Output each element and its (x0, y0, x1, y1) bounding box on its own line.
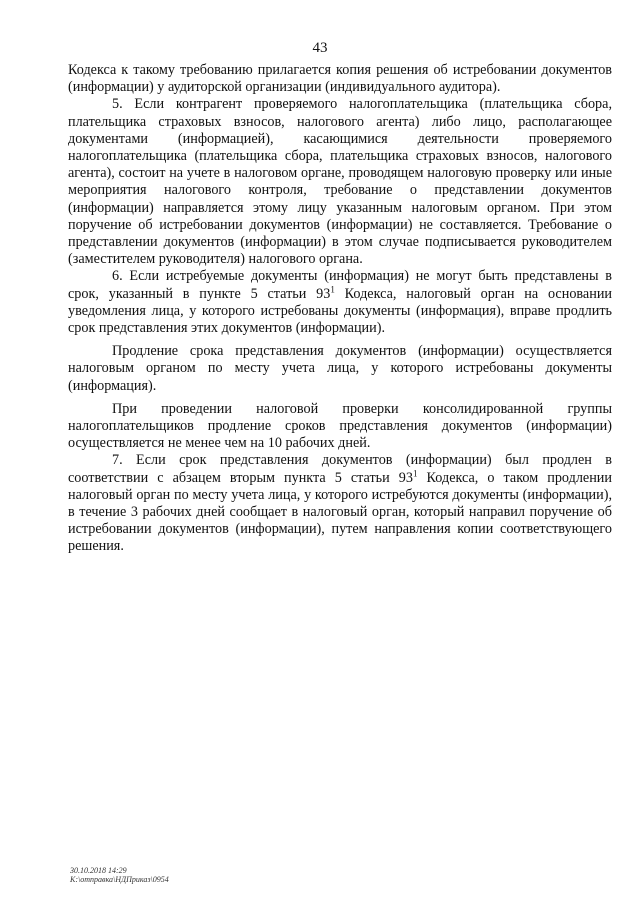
paragraph-item-7-part-a: 7. Если срок представления документов (информации) был продлен в соответствии с абзацем вторым пункта 5 статьи 93 (68, 452, 612, 486)
paragraph-item-6-part-a: 6. Если истребуемые документы (информация) не могут быть представлены в срок, указанный в пункте 5 статьи 93 (68, 268, 612, 302)
file-footer (70, 866, 169, 884)
footer-file-path: К:\отправка\НДПриказ\0954 (70, 875, 169, 884)
paragraph-item-6 (68, 268, 612, 337)
paragraph-item-5: 5. Если контрагент проверяемого налогоплательщика (плательщика сбора, плательщика страховых взносов, налогового агента) либо лицо, располагающее документами (информацией), касающимися деятельности проверяемого налогоплательщика (плательщика сбора, плательщика страховых взносов, налогового агента), состоит на учете в налоговом органе, проводящем налоговую проверку или иные мероприятия налогового контроля, требование о представлении документов (информации) направляется этому лицу указанным налоговым органом. При этом поручение об истребовании документов (информации) не составляется. Требование о представлении документов (информации) в этом случае подписывается руководителем (заместителем руководителя) налогового органа. (68, 96, 612, 268)
paragraph-item-6-part-b: Кодекса, налоговый орган на основании уведомления лица, у которого истребованы документы (информация), вправе продлить срок представления этих документов (информации). (68, 285, 613, 337)
paragraph-continuation: Кодекса к такому требованию прилагается копия решения об истребовании документов (информации) у аудиторской организации (индивидуального аудитора). (68, 62, 612, 96)
paragraph-item-7-part-b: Кодекса, о таком продлении налоговый орган по месту учета лица, у которого истребуются документы (информации), в течение 3 рабочих дней сообщает в налоговый орган, который направил поручение об истребовании документов (информации), путем направления копии соответствующего решения. (68, 469, 612, 555)
article-superscript: 1 (412, 467, 418, 478)
paragraph-extension: Продление срока представления документов (информации) осуществляется налоговым органом по месту учета лица, у которого истребованы документы (информация). (68, 343, 612, 394)
paragraph-item-7 (68, 452, 612, 555)
article-superscript: 1 (330, 283, 335, 294)
paragraph-consolidated-group: При проведении налоговой проверки консолидированной группы налогоплательщиков продление сроков представления документов (информации) осуществляется не менее чем на 10 рабочих дней. (68, 400, 612, 452)
page-number: 43 (312, 40, 328, 56)
document-body (68, 62, 612, 556)
footer-timestamp: 30.10.2018 14:29 (70, 866, 127, 875)
